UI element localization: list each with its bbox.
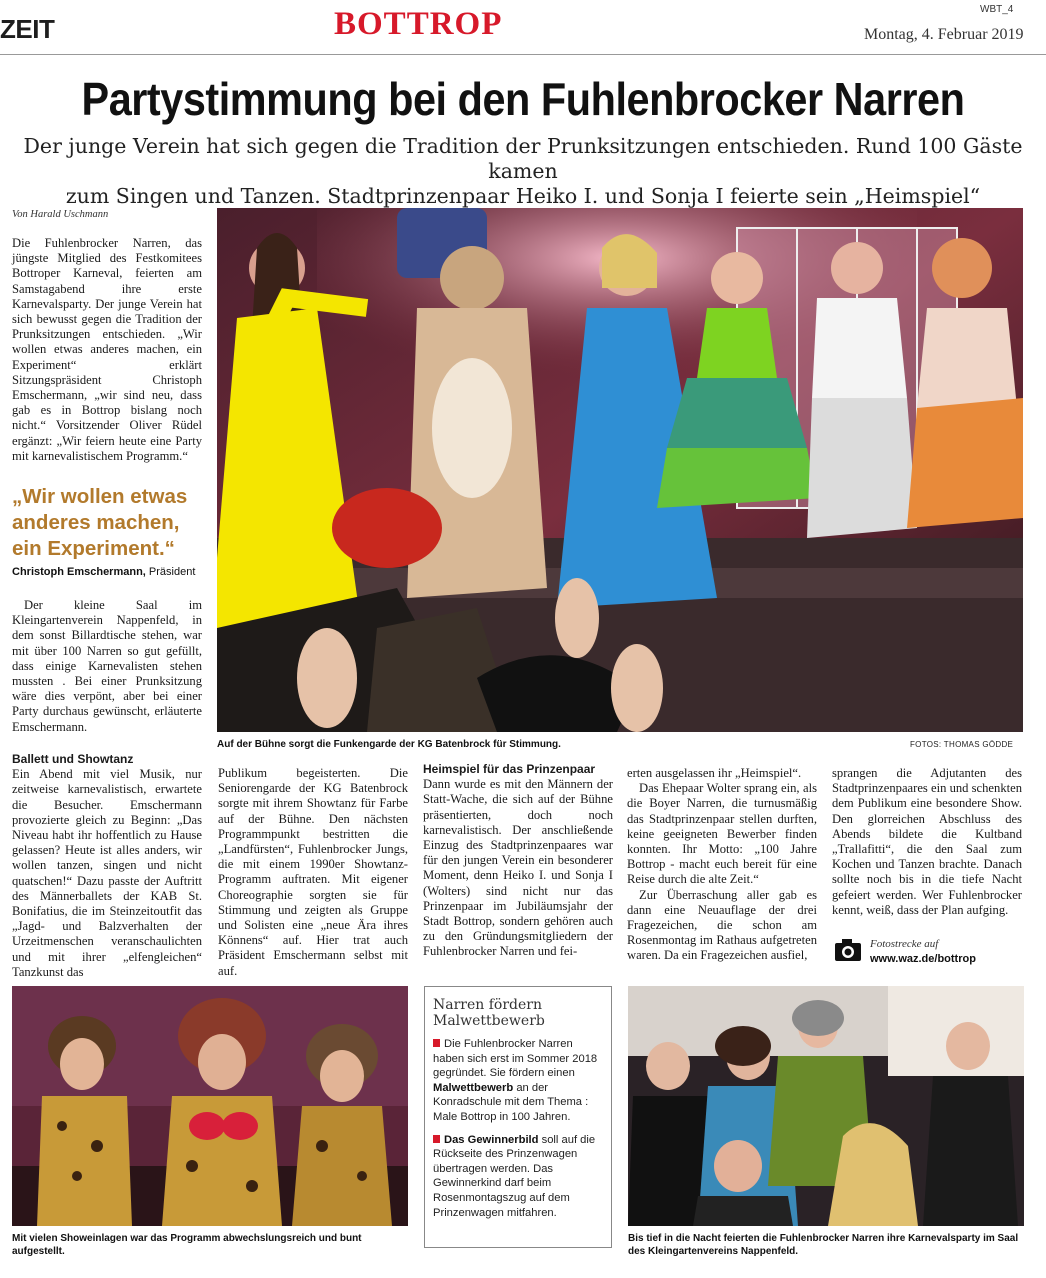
info-text: an der Konradschule mit dem Thema : Male Bottrop in 100 Jahren. [433, 1081, 589, 1123]
stage-dancers-illustration [217, 208, 1023, 732]
byline: Von Harald Uschmann [12, 209, 109, 220]
party-crowd-photo [628, 986, 1024, 1226]
paragraph: Ein Abend mit viel Musik, nur zeitweise karnevalistisch, erwartete die Besucher. Emschermann provozierte gleich zu Beginn: „Das Niveau habt ihr hoffentlich zu Hause gelassen? Heute ist alles anders, wir wollen tanzen, singen und nicht quatschen!“ Dazu passte der Auftritt des Männerballets der KAB St. Bonifatius, die im Steinzeitoutfit das „Jagd- und Balzverhalten der Urzeitmenschen veranschaulichten und mit ihrer „elfengleichen“ Tanzkunst das [12, 767, 202, 979]
info-paragraph-2 [433, 1133, 603, 1221]
info-box-title-line-1: Narren fördern [433, 997, 542, 1013]
quote-role: Präsident [148, 566, 196, 578]
info-box [424, 986, 612, 1248]
paragraph: Publikum begeisterten. Die Seniorengarde der KG Batenbrock sorgte mit ihrem Showtanz für Farbe auf der Bühne. Den nächsten Programmpunkt bestritten die „Landfürsten“, Fuhlenbrocker Jungs, die mit einem 1990er Showtanz- Programm auftraten. Mit eigener Choreographie sorgten sie für Stimmung und zeigten als Gruppe und Solisten eine „neue Ära ihres Könnens“ auf. Hier trat auch Präsident Emschermann selbst mit auf. [218, 766, 408, 978]
caveman-3 [292, 1024, 392, 1226]
gallery-url[interactable]: www.waz.de/bottrop [870, 953, 976, 965]
info-box-title-line-2: Malwettbewerb [433, 1013, 545, 1029]
subhead-line-2: zum Singen und Tanzen. Stadtprinzenpaar Heiko I. und Sonja I feierte sein „Heimspiel“ [65, 184, 981, 208]
paragraph: sprangen die Adjutanten des Stadtprinzenpaares ein und schenkten dem Publikum eine besondere Show. Den glorreichen Abschluss des Abends bildete die Kultband „Trallafitti“, die den Saal zum Kochen und Tanzen brachte. Danach sollte noch bis in die tiefe Nacht gefeiert werden. Wer Fuhlenbrocker kennt, weiß, dass der Plan aufging. [832, 766, 1022, 917]
headline: Partystimmung bei den Fuhlenbrocker Narren [81, 73, 965, 125]
party-crowd-illustration [628, 986, 1024, 1226]
caveman-2 [162, 998, 282, 1226]
column-3 [423, 762, 613, 960]
paragraph: Der kleine Saal im Kleingartenverein Nappenfeld, in dem sonst Billardtische stehen, war mit über 100 Narren so gut gefüllt, dass einige Karnevalisten stehen mussten . Bei einer Prunksitzung wäre dies verpönt, aber bei einer Party durchaus gewünscht, erläuterte Emschermann. [12, 598, 202, 734]
showact-photo [12, 986, 408, 1226]
quote-source [12, 566, 195, 578]
pull-quote: „Wir wollen etwas anderes machen, ein Experiment.“ [12, 485, 188, 560]
column-5 [832, 766, 1022, 918]
bullet-square-icon [433, 1039, 440, 1047]
subheadline [10, 134, 1036, 209]
paragraph: Dann wurde es mit den Männern der Statt-Wache, die sich auf der Bühne präsentierten, doch noch karnevalistisch. Der anschließende Einzug des Stadtprinzenpaares war für den jungen Verein ein besonderer Moment, denn Heiko I. und Sonja I (Wolters) sind nicht nur das Prinzenpaar im Jubiläumsjahr der Stadt Bottrop, sondern gehören auch zu den Gründungsmitgliedern der Fuhlenbrocker Narren und fei- [423, 777, 613, 959]
info-paragraph-1 [433, 1037, 603, 1125]
section-title: BOTTROP [334, 6, 503, 42]
stone-age-dancers-illustration [12, 986, 408, 1226]
info-text: soll auf die Rückseite des Prinzenwagen übertragen werden. Das Gewinnerkind darf beim Rosenmontagszug auf dem Prinzenwagen mitfahren. [433, 1133, 596, 1219]
issue-date: Montag, 4. Februar 2019 [864, 26, 1024, 43]
info-bold: Das Gewinnerbild [444, 1133, 539, 1146]
column-1-body [12, 598, 202, 735]
info-bold: Malwettbewerb [433, 1081, 514, 1094]
page-code: WBT_4 [980, 4, 1014, 15]
info-text: Die Fuhlenbrocker Narren haben sich erst im Sommer 2018 gegründet. Sie fördern einen [433, 1038, 598, 1080]
gallery-label: Fotostrecke auf [870, 938, 939, 950]
header-rule [0, 54, 1046, 55]
party-crowd-caption: Bis tief in die Nacht feierten die Fuhlenbrocker Narren ihre Karnevalsparty im Saal des Kleingartenvereins Nappenfeld. [628, 1233, 1019, 1257]
subheading-ballett: Ballett und Showtanz [12, 752, 134, 766]
info-box-title [433, 997, 603, 1029]
photo-credit: FOTOS: THOMAS GÖDDE [910, 740, 1014, 749]
camera-icon [834, 938, 862, 962]
main-photo [217, 208, 1023, 732]
subheading-heimspiel: Heimspiel für das Prinzenpaar [423, 762, 596, 776]
paragraph: Die Fuhlenbrocker Narren, das jüngste Mitglied des Festkomitees Bottroper Karneval, feierten am Samstagabend ihre erste Karnevalsparty. Der junge Verein hat sich bewusst gegen die Tradition der Prunksitzungen entschieden. „Wir wollen etwas anderes machen, ein Experiment“ erklärt Sitzungspräsident Christoph Emschermann, „wir sind neu, dass gab es in Bottrop bislang noch nicht.“ Vorsitzender Oliver Rüdel ergänzt: „Wir feiern heute eine Party mit karnevalistischem Programm.“ [12, 236, 202, 463]
main-photo-caption: Auf der Bühne sorgt die Funkengarde der KG Batenbrock für Stimmung. [217, 739, 561, 750]
column-2 [218, 766, 408, 979]
column-1-intro [12, 236, 202, 464]
showact-photo-caption: Mit vielen Showeinlagen war das Programm abwechslungsreich und bunt aufgestellt. [12, 1233, 362, 1257]
paragraph: Zur Überraschung aller gab es dann eine Neuauflage der drei Fragezeichen, die schon am Rosenmontag im Rathaus aufgetreten waren. Da ein Fragezeichen ausfiel, [627, 887, 817, 963]
quote-name: Christoph Emschermann, [12, 566, 146, 578]
paragraph: Das Ehepaar Wolter sprang ein, als die Boyer Narren, die turnusmäßig das Stadtprinzenpaar stellen durften, keine geeigneten Bewerber finden konnten. Ihr Motto: „100 Jahre Bottrop - macht euch bereit für eine Reise durch die alte Zeit.“ [627, 781, 817, 887]
section-left-label: ZEIT [0, 14, 55, 44]
bullet-square-icon [433, 1135, 440, 1143]
column-1-section [12, 746, 202, 980]
column-4 [627, 766, 817, 964]
subhead-line-1: Der junge Verein hat sich gegen die Tradition der Prunksitzungen entschieden. Rund 100 Gäste kamen [23, 134, 1023, 183]
red-hat [332, 488, 442, 568]
paragraph: erten ausgelassen ihr „Heimspiel“. [627, 766, 802, 780]
